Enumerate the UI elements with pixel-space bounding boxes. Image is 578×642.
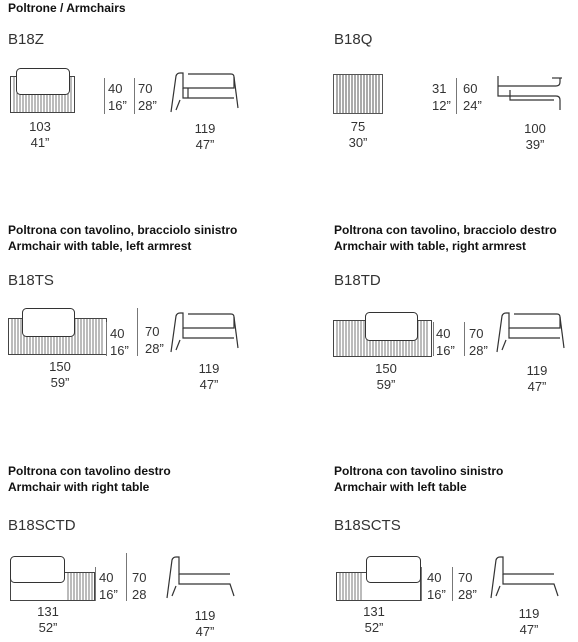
width-cm-b18z: 103 [29, 119, 51, 134]
depth-in-b18td: 47” [527, 379, 547, 394]
depth-cm-b18sctd: 119 [194, 608, 216, 623]
product-title-en-b18scts: Armchair with left table [334, 480, 467, 494]
plan-view-b18q [333, 74, 385, 116]
height-cm-b18td: 70 [469, 326, 484, 341]
height-cm-b18ts: 70 [145, 324, 160, 339]
seat-height-in-b18td: 16” [436, 343, 455, 358]
product-code-b18td: B18TD [334, 272, 381, 289]
plan-view-b18td [333, 312, 433, 358]
depth-in-b18q: 39” [525, 137, 545, 152]
plan-view-b18ts [8, 308, 108, 356]
plan-view-b18scts [336, 556, 422, 602]
product-title-it-b18td: Poltrona con tavolino, bracciolo destro [334, 223, 557, 237]
depth-in-b18sctd: 47” [195, 624, 215, 639]
height-in-b18ts: 28” [145, 341, 164, 356]
height-cm-b18z: 70 [138, 81, 153, 96]
depth-cm-b18td: 119 [526, 363, 548, 378]
height-cm-b18scts: 70 [458, 570, 473, 585]
seat-height-cm-b18ts: 40 [110, 326, 125, 341]
product-code-b18sctd: B18SCTD [8, 517, 76, 534]
side-view-b18z [168, 70, 242, 116]
height-cm-b18sctd: 70 [132, 570, 147, 585]
product-title-en-b18ts: Armchair with table, left armrest [8, 239, 192, 253]
height-in-b18q: 24” [463, 98, 482, 113]
seat-height-in-b18sctd: 16” [99, 587, 118, 602]
side-view-b18ts [168, 310, 242, 356]
side-view-b18sctd [164, 554, 238, 602]
depth-cm-b18q: 100 [524, 121, 546, 136]
width-in-b18td: 59” [376, 377, 396, 392]
product-title-it-b18ts: Poltrona con tavolino, bracciolo sinistro [8, 223, 238, 237]
product-title-it-b18scts: Poltrona con tavolino sinistro [334, 464, 504, 478]
side-view-b18td [494, 310, 568, 356]
height-in-b18z: 28” [138, 98, 157, 113]
seat-height-in-b18ts: 16” [110, 343, 129, 358]
side-view-b18q [494, 74, 566, 114]
width-in-b18z: 41” [30, 135, 50, 150]
width-in-b18q: 30” [348, 135, 368, 150]
width-cm-b18ts: 150 [49, 359, 71, 374]
product-code-b18q: B18Q [334, 31, 373, 48]
product-code-b18scts: B18SCTS [334, 517, 401, 534]
width-in-b18ts: 59” [50, 375, 70, 390]
product-title-en-b18sctd: Armchair with right table [8, 480, 150, 494]
width-cm-b18sctd: 131 [37, 604, 59, 619]
product-code-b18z: B18Z [8, 31, 44, 48]
width-cm-b18scts: 131 [363, 604, 385, 619]
plan-view-b18z [10, 68, 76, 114]
height-cm-b18q: 60 [463, 81, 478, 96]
seat-height-cm-b18sctd: 40 [99, 570, 114, 585]
seat-height-cm-b18z: 40 [108, 81, 123, 96]
seat-height-cm-b18td: 40 [436, 326, 451, 341]
seat-height-in-b18scts: 16” [427, 587, 446, 602]
depth-cm-b18ts: 119 [198, 361, 220, 376]
seat-height-cm-b18scts: 40 [427, 570, 442, 585]
width-in-b18scts: 52” [364, 620, 384, 635]
seat-height-in-b18z: 16” [108, 98, 127, 113]
seat-height-cm-b18q: 31 [432, 81, 447, 96]
depth-in-b18scts: 47” [519, 622, 539, 637]
product-title-en-b18td: Armchair with table, right armrest [334, 239, 527, 253]
height-in-b18sctd: 28 [132, 587, 147, 602]
height-in-b18td: 28” [469, 343, 488, 358]
product-code-b18ts: B18TS [8, 272, 54, 289]
depth-cm-b18z: 119 [194, 121, 216, 136]
depth-in-b18ts: 47” [199, 377, 219, 392]
width-cm-b18q: 75 [350, 119, 366, 134]
height-in-b18scts: 28” [458, 587, 477, 602]
plan-view-b18sctd [10, 556, 96, 602]
width-in-b18sctd: 52” [38, 620, 58, 635]
product-title-it-b18sctd: Poltrona con tavolino destro [8, 464, 171, 478]
side-view-b18scts [488, 554, 562, 602]
depth-in-b18z: 47” [195, 137, 215, 152]
page-title: Poltrone / Armchairs [8, 1, 126, 15]
width-cm-b18td: 150 [375, 361, 397, 376]
depth-cm-b18scts: 119 [518, 606, 540, 621]
seat-height-in-b18q: 12” [432, 98, 451, 113]
